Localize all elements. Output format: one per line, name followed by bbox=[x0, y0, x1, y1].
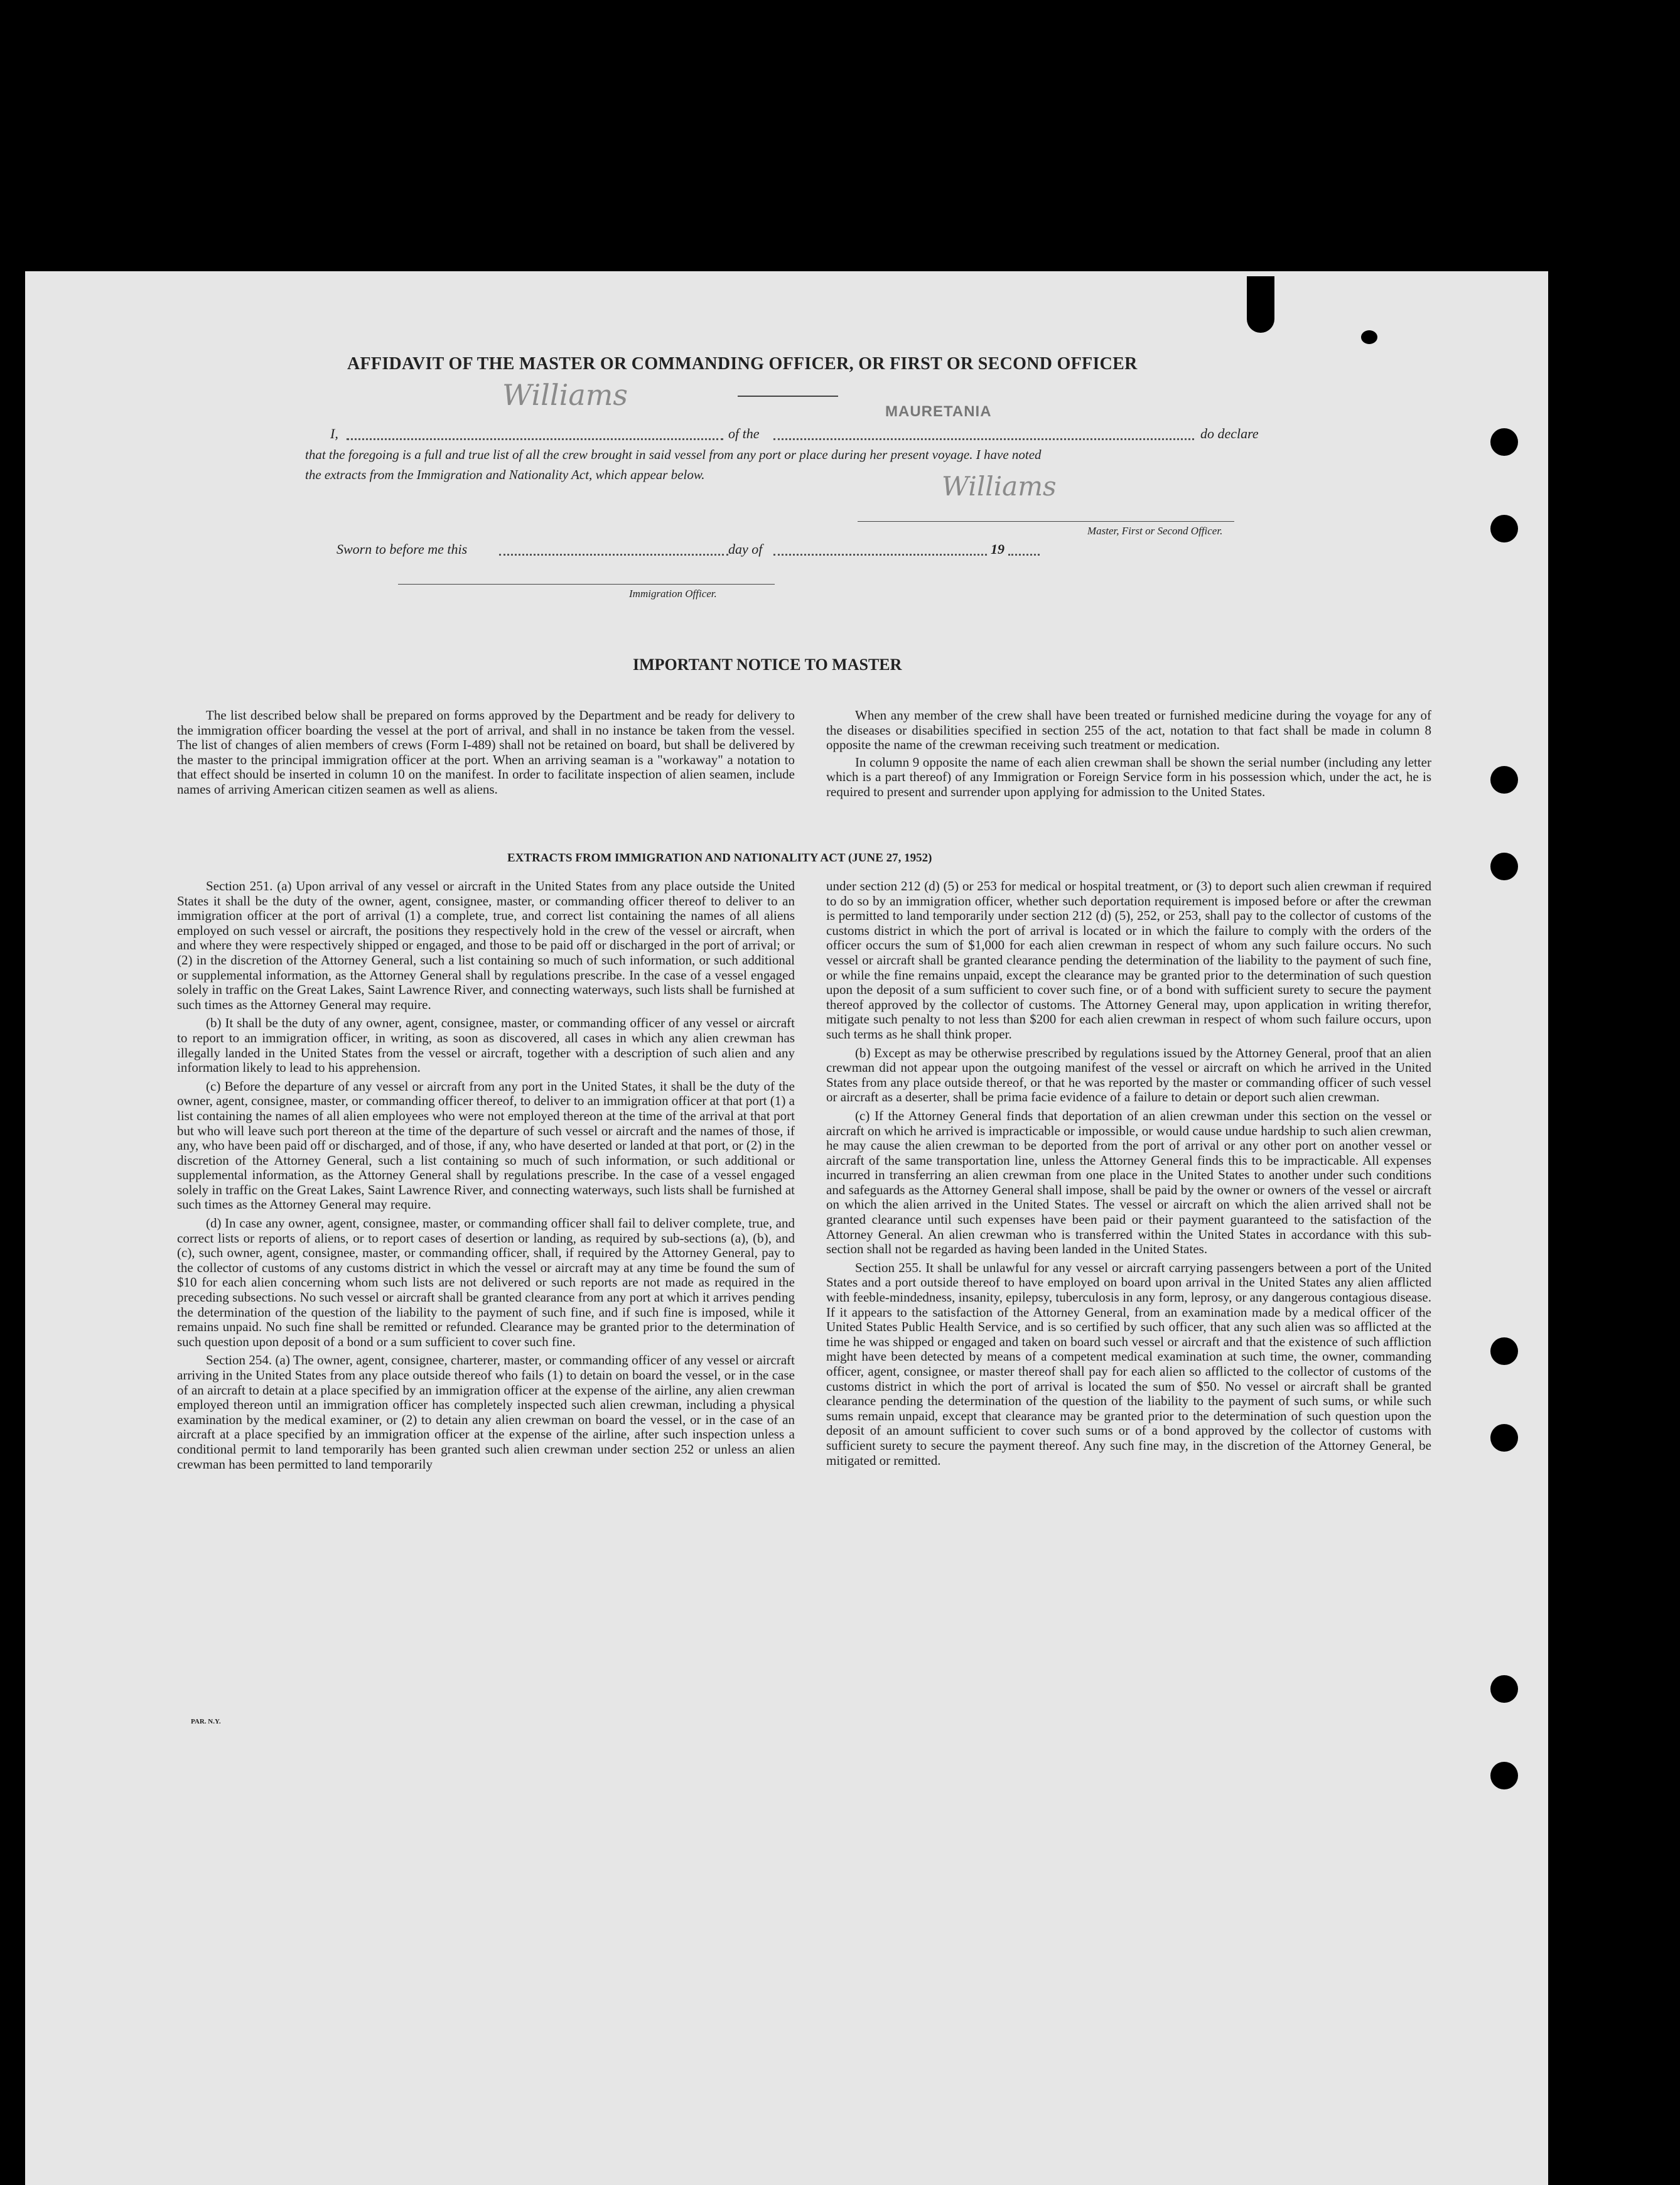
section-254-a-continued: under section 212 (d) (5) or 253 for medical or hospital treatment, or (3) to deport such alien crewman if required to do so by an immigration officer, whether such deportation requirement is imposed before or after the crewman is permitted to land temporarily under section 212 (d) (5), 252, or 253, shall pay to the collector of customs of the customs district in which the port of arrival is located or in which the failure to comply with the orders of the officer occurs the sum of $1,000 for each alien crewman in respect of whom any such failure occurs. No such vessel or aircraft shall be granted clearance pending the determination of the liability to the payment of such fine, or while the fine remains unpaid, except the clearance may be granted prior to the determination of such question upon the deposit of a sum sufficient to cover such fine, or of a bond with sufficient surety to secure the payment thereof approved by the collector of customs. The Attorney General may, upon application in writing therefor, mitigate such penalty to not less than $200 for each alien crewman in respect of whom such failure occurs, upon such terms as he shall think proper. bbox=[826, 878, 1431, 1042]
master-signature: Williams bbox=[942, 471, 1057, 502]
vessel-name-line bbox=[773, 438, 1194, 440]
handwritten-master-name: Williams bbox=[502, 378, 628, 412]
section-251-b: (b) It shall be the duty of any owner, agent, consignee, master, or commanding officer of any vessel or aircraft to report to an immigration officer, in writing, as soon as discovered, all cases in which any alien crewman has illegally landed in the United States from the vessel or aircraft, together with a description of such alien and any information likely to lead to his apprehension. bbox=[177, 1015, 795, 1076]
extracts-title: EXTRACTS FROM IMMIGRATION AND NATIONALITY ACT (JUNE 27, 1952) bbox=[507, 851, 932, 865]
notice-left-text: The list described below shall be prepared on forms approved by the Department and be ready for delivery to the immigration officer boarding the vessel at the port of arrival, and shall in no instance be taken from the vessel. The list of changes of alien members of crews (Form I-489) shall not be retained on board, but shall be delivered by the master to the principal immigration officer at the port. When an arriving seaman is a "workaway" a notation to that effect should be inserted in column 10 on the manifest. In order to facilitate inspection of alien seamen, include names of arriving American citizen seamen as well as aliens. bbox=[177, 708, 795, 797]
punch-hole bbox=[1490, 1424, 1518, 1452]
section-255: Section 255. It shall be unlawful for any vessel or aircraft carrying passengers between a port of the United States and a port outside thereof to have employed on board upon arrival in the United States any alien afflicted with feeble-mindedness, insanity, epilepsy, tuberculosis in any form, leprosy, or any dangerous contagious disease. If it appears to the satisfaction of the Attorney General, from an examination made by a medical officer of the United States Public Health Service, and is so certified by such officer, that any such alien was so afflicted at the time he was shipped or engaged and taken on board such vessel or aircraft and that the existence of such affliction might have been detected by means of a competent medical examination at such time, the owner, commanding officer, agent, consignee, or master thereof shall pay for each alien so afflicted to the collector of customs of the customs district in which the port of arrival is located the sum of $50. No vessel or aircraft shall be granted clearance pending the determination of the question of the liability to the payment of such sums, or while such sums remain unpaid, except that clearance may be granted prior to the determination of such question upon the deposit of an amount sufficient to cover such sums or of a bond approved by the collector of customs with sufficient surety to secure the payment thereof. Any such fine may, in the discretion of the Attorney General, be mitigated or remitted. bbox=[826, 1260, 1431, 1468]
notice-right-text-1: When any member of the crew shall have been treated or furnished medicine during the voyage for any of the diseases or disabilities specified in section 255 of the act, notation to that fact shall be made in column 8 opposite the name of the crewman receiving such treatment or medication. bbox=[826, 708, 1431, 753]
extracts-left-column bbox=[177, 879, 795, 1472]
title-underline bbox=[738, 396, 838, 397]
year-label: 19 bbox=[991, 541, 1004, 557]
punch-hole bbox=[1490, 515, 1518, 542]
day-of-label: day of bbox=[728, 541, 763, 557]
do-declare-label: do declare bbox=[1200, 426, 1259, 441]
punch-hole bbox=[1490, 766, 1518, 794]
punch-hole bbox=[1490, 1675, 1518, 1703]
notice-title: IMPORTANT NOTICE TO MASTER bbox=[633, 656, 902, 674]
extracts-right-column bbox=[826, 879, 1431, 1468]
affiant-name-line bbox=[347, 438, 723, 440]
corner-mark bbox=[1361, 330, 1377, 344]
printer-mark: PAR. N.Y. bbox=[191, 1718, 221, 1725]
immigration-officer-caption: Immigration Officer. bbox=[629, 588, 717, 600]
sworn-day-line bbox=[499, 554, 728, 556]
declaration-line-2: that the foregoing is a full and true list of all the crew brought in said vessel from any port or place during her present voyage. I have noted bbox=[305, 447, 1042, 462]
signature-caption: Master, First or Second Officer. bbox=[1087, 525, 1223, 537]
top-edge-mark bbox=[1247, 276, 1274, 333]
punch-hole bbox=[1490, 853, 1518, 880]
vessel-name-stamp: MAURETANIA bbox=[885, 403, 992, 420]
sworn-label: Sworn to before me this bbox=[337, 541, 468, 557]
declaration-line-3: the extracts from the Immigration and Nationality Act, which appear below. bbox=[305, 467, 705, 482]
notice-right-column bbox=[826, 708, 1431, 800]
sworn-month-line bbox=[773, 554, 987, 556]
affiant-label: I, bbox=[330, 426, 338, 441]
punch-hole bbox=[1490, 1337, 1518, 1365]
of-the-label: of the bbox=[728, 426, 760, 441]
sworn-year-line bbox=[1008, 554, 1040, 556]
document-page bbox=[25, 271, 1548, 2185]
affidavit-title: AFFIDAVIT OF THE MASTER OR COMMANDING OFFICER, OR FIRST OR SECOND OFFICER bbox=[347, 354, 1138, 374]
punch-hole bbox=[1490, 428, 1518, 456]
signature-line bbox=[858, 521, 1234, 522]
section-251-c: (c) Before the departure of any vessel or aircraft from any port in the United States, it shall be the duty of the owner, agent, consignee, master, or commanding officer thereof, to deliver to an immigration officer at that port (1) a list containing the names of all alien employees who were not employed thereon at the time of the arrival at that port but who will leave such port thereon at the time of the departure of such vessel or aircraft and the names of those, if any, who have been paid off or discharged, and of those, if any, who have deserted or landed at that port, or (2) in the discretion of the Attorney General, such a list containing so much of such information, or such additional or supplemental information, as the Attorney General shall by regulations prescribe. In the case of a vessel engaged solely in traffic on the Great Lakes, Saint Lawrence River, and connecting waterways, such lists shall be furnished at such times as the Attorney General may require. bbox=[177, 1078, 795, 1212]
section-251-a: Section 251. (a) Upon arrival of any vessel or aircraft in the United States from any place outside the United States it shall be the duty of the owner, agent, consignee, master, or commanding officer thereof to deliver to an immigration officer at the port of arrival (1) a complete, true, and correct list containing the names of all aliens employed on such vessel or aircraft, the positions they respectively hold in the crew of the vessel or aircraft, when and where they were respectively shipped or engaged, and those to be paid off or discharged in the port of arrival; or (2) in the discretion of the Attorney General, such a list containing so much of such information, or such additional or supplemental information, as the Attorney General shall by regulations prescribe. In the case of a vessel engaged solely in traffic on the Great Lakes, Saint Lawrence River, and connecting waterways, such lists shall be furnished at such times as the Attorney General may require. bbox=[177, 878, 795, 1012]
section-254-b: (b) Except as may be otherwise prescribed by regulations issued by the Attorney General, proof that an alien crewman did not appear upon the outgoing manifest of the vessel or aircraft on which he arrived in the United States from any place outside thereof, or that he was reported by the master or commanding officer of such vessel or aircraft as a deserter, shall be prima facie evidence of a failure to detain or deport such alien crewman. bbox=[826, 1045, 1431, 1105]
immigration-officer-line bbox=[398, 584, 775, 585]
notice-right-text-2: In column 9 opposite the name of each alien crewman shall be shown the serial number (including any letter which is a part thereof) of any Immigration or Foreign Service form in his possession which, under the act, he is required to present and surrender upon applying for admission to the United States. bbox=[826, 754, 1431, 799]
punch-hole bbox=[1490, 1762, 1518, 1789]
notice-left-paragraph bbox=[177, 708, 795, 797]
section-254-c: (c) If the Attorney General finds that deportation of an alien crewman under this section on the vessel or aircraft on which he arrived is impracticable or impossible, or would cause undue hardship to such alien crewman, he may cause the alien crewman to be deported from the port of arrival or any other port on another vessel or aircraft of the same transportation line, unless the Attorney General finds this to be impracticable. All expenses incurred in transferring an alien crewman from one place in the United States to another under such conditions and safeguards as the Attorney General shall impose, shall be paid by the owner or owners of the vessel or aircraft on which the alien arrived in the United States. The vessel or aircraft on which the alien arrived shall not be granted clearance until such expenses have been paid or their payment guaranteed to the satisfaction of the Attorney General. An alien crewman who is transferred within the United States in accordance with this sub-section shall not be regarded as having been landed in the United States. bbox=[826, 1108, 1431, 1257]
section-254-a: Section 254. (a) The owner, agent, consignee, charterer, master, or commanding officer of any vessel or aircraft arriving in the United States from any place outside thereof who fails (1) to detain on board the vessel, or in the case of an aircraft to detain at a place specified by an immigration officer at the expense of the airline, any alien crewman employed thereon until an immigration officer has completely inspected such alien crewman, including a physical examination by the medical examiner, or (2) to detain any alien crewman on board the vessel, or in the case of an aircraft at a place specified by an immigration officer at the expense of the airline, after such inspection unless a conditional permit to land temporarily has been granted such alien crewman under section 252 or unless an alien crewman has been permitted to land temporarily bbox=[177, 1352, 795, 1472]
section-251-d: (d) In case any owner, agent, consignee, master, or commanding officer shall fail to deliver complete, true, and correct lists or reports of aliens, or to report cases of desertion or landing, as required by sub-sections (a), (b), and (c), such owner, agent, consignee, master, or commanding officer, shall, if required by the Attorney General, pay to the collector of customs of any customs district in which the vessel or aircraft may at any time be found the sum of $10 for each alien concerning whom such lists are not delivered or such reports are not made as required in the preceding subsections. No such vessel or aircraft shall be granted clearance from any port at which it arrives pending the determination of the question of the liability to the payment of such fine, and if such fine is imposed, while it remains unpaid. No such fine shall be remitted or refunded. Clearance may be granted prior to the determination of such question upon deposit of a bond or a sum sufficient to cover such fine. bbox=[177, 1216, 795, 1349]
